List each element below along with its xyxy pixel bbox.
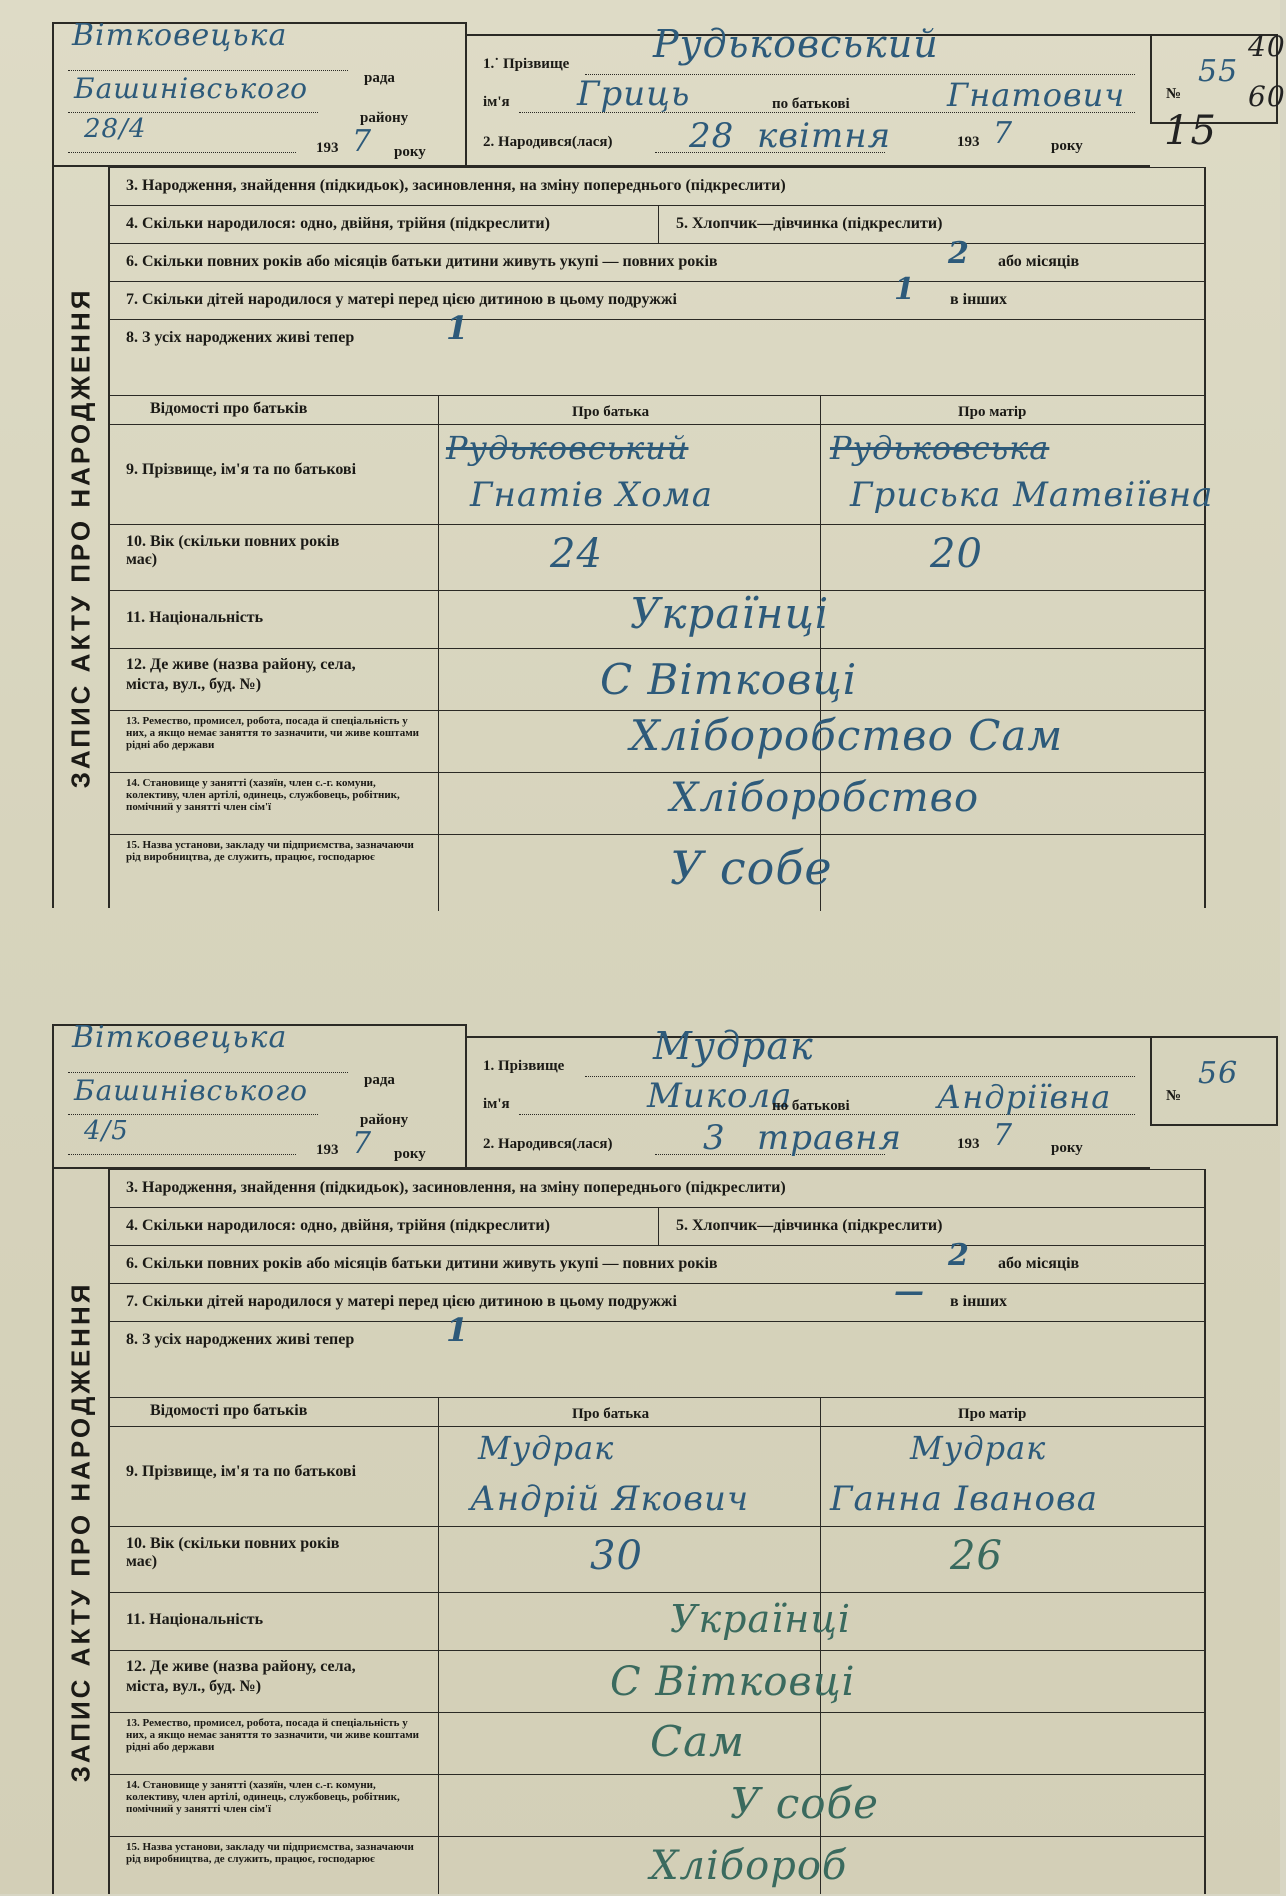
hw-father-age: 30 bbox=[590, 1533, 643, 1579]
q13-label: 13. Ремество, промисел, робота, посада й спеціальність у них, а якщо немає заняття то зазначити, чи живе коштами рідні або держави bbox=[126, 1717, 420, 1753]
hw-margin-note: 40 bbox=[1248, 30, 1286, 63]
label-rada: рада bbox=[364, 70, 395, 86]
birth-record-1 bbox=[40, 8, 1286, 908]
hw-residence: С Вітковці bbox=[610, 1659, 856, 1705]
q6-label: 6. Скільки повних років або місяців батьки дитини живуть укупі — повних років bbox=[126, 1255, 718, 1272]
hw-nationality: Українці bbox=[670, 1597, 851, 1641]
label-born: 2. Народився(лася) bbox=[483, 134, 613, 150]
q7-label: 7. Скільки дітей народилося у матері перед цією дитиною в цьому подружжі bbox=[126, 291, 677, 308]
th-mother: Про матір bbox=[958, 404, 1027, 420]
hw-mother-surname: Рудьковська bbox=[830, 429, 1050, 467]
hw-mother-age: 26 bbox=[950, 1533, 1003, 1579]
row-q4-q5 bbox=[110, 1207, 1204, 1245]
hw-record-number: 56 bbox=[1198, 1056, 1239, 1091]
hw-father-surname: Мудрак bbox=[478, 1429, 615, 1467]
row-q3 bbox=[110, 1169, 1204, 1207]
label-year-prefix: 193 bbox=[957, 1136, 980, 1152]
hw-birth-year-digit: 7 bbox=[993, 116, 1014, 151]
header-number-box bbox=[1150, 1036, 1278, 1126]
hw-council: Вітковецька bbox=[72, 18, 288, 53]
row-q6 bbox=[110, 1238, 1204, 1283]
hw-district: Башинівського bbox=[74, 1074, 309, 1107]
header-name-box bbox=[467, 1024, 1150, 1169]
hw-mother-name: Ганна Іванова bbox=[830, 1479, 1099, 1519]
row-q13 bbox=[110, 710, 1204, 773]
q13-label: 13. Ремество, промисел, робота, посада й спеціальність у них, а якщо немає заняття то зазначити, чи живе коштами рідні або держави bbox=[126, 715, 420, 751]
dotline bbox=[68, 1114, 318, 1115]
row-q10 bbox=[110, 524, 1204, 591]
th-father: Про батька bbox=[572, 1406, 650, 1422]
th-mother: Про матір bbox=[958, 1406, 1027, 1422]
th-father: Про батька bbox=[572, 404, 650, 420]
label-surname: 1. Прізвище bbox=[483, 1058, 565, 1074]
hw-year-digit: 7 bbox=[352, 1126, 373, 1161]
label-year-prefix: 193 bbox=[316, 140, 339, 156]
hw-surname: Рудьковський bbox=[653, 22, 939, 66]
row-q8 bbox=[110, 1311, 1204, 1359]
hw-status: У собе bbox=[670, 841, 833, 895]
hw-record-number: 55 bbox=[1198, 54, 1239, 89]
q12-label: 12. Де живе (назва району, села, міста, вул., буд. №) bbox=[126, 656, 356, 693]
q12-label: 12. Де живе (назва району, села, міста, вул., буд. №) bbox=[126, 1658, 356, 1695]
dotline bbox=[68, 1154, 296, 1155]
hw-occupation: Сам bbox=[650, 1717, 745, 1766]
hw-father-age: 24 bbox=[550, 531, 603, 577]
hw-alive-now: 1 bbox=[446, 1311, 470, 1349]
hw-father-surname: Рудьковський bbox=[446, 429, 689, 467]
label-name: ім'я bbox=[483, 94, 510, 110]
q9-label: 9. Прізвище, ім'я та по батькові bbox=[126, 461, 357, 478]
hw-margin-note: 15 bbox=[1164, 108, 1217, 154]
dotline bbox=[68, 112, 318, 113]
q8-label: 8. З усіх народжених живі тепер bbox=[126, 329, 355, 346]
label-raionu: району bbox=[360, 110, 409, 126]
q14-label: 14. Становище у занятті (хазяїн, член с.-г. комуни, колективу, член артілі, одинець, службовець, робітник, помічний у занятті член сім'ї bbox=[126, 777, 400, 813]
q9-label: 9. Прізвище, ім'я та по батькові bbox=[126, 1463, 357, 1480]
row-q3 bbox=[110, 167, 1204, 205]
hw-nationality: Українці bbox=[630, 589, 830, 638]
hw-district: Башинівського bbox=[74, 72, 309, 105]
q15-label: 15. Назва установи, закладу чи підприємства, зазначаючи рід виробництва, де служить, працює, господарює bbox=[126, 839, 414, 863]
q11-label: 11. Національність bbox=[126, 1611, 264, 1628]
hw-mother-name: Гриська Матвіївна bbox=[850, 475, 1214, 515]
label-roku: року bbox=[1051, 138, 1083, 154]
hw-father-name: Гнатів Хома bbox=[470, 475, 714, 515]
record-body bbox=[110, 167, 1214, 908]
row-q11 bbox=[110, 590, 1204, 649]
q5-label: 5. Хлопчик—дівчинка (підкреслити) bbox=[676, 1217, 943, 1234]
header-council-box bbox=[52, 1020, 467, 1169]
label-name: ім'я bbox=[483, 1096, 510, 1112]
side-title: ЗАПИС АКТУ ПРО НАРОДЖЕННЯ bbox=[65, 1281, 96, 1782]
label-raionu: району bbox=[360, 1112, 409, 1128]
label-rada: рада bbox=[364, 1072, 395, 1088]
row-q13 bbox=[110, 1712, 1204, 1775]
dotline bbox=[68, 1072, 348, 1073]
q10-label: 10. Вік (скільки повних років має) bbox=[126, 1535, 340, 1570]
hw-years-together: 2 bbox=[948, 1238, 970, 1273]
row-q12 bbox=[110, 648, 1204, 711]
hw-alive-now: 1 bbox=[446, 309, 470, 347]
sidebar bbox=[52, 167, 110, 908]
header-council-box bbox=[52, 18, 467, 167]
row-q7 bbox=[110, 1274, 1204, 1321]
q15-label: 15. Назва установи, закладу чи підприємства, зазначаючи рід виробництва, де служить, працює, господарює bbox=[126, 1841, 414, 1865]
birth-record-2 bbox=[40, 1010, 1280, 1894]
hw-occupation2: Хлібороб bbox=[650, 1843, 848, 1889]
q10-label: 10. Вік (скільки повних років має) bbox=[126, 533, 340, 568]
row-q14 bbox=[110, 1774, 1204, 1837]
parents-table bbox=[110, 1397, 1204, 1894]
hw-first-name: Гриць bbox=[577, 74, 691, 114]
hw-patronymic: Андріївна bbox=[937, 1078, 1112, 1116]
q7-label: 7. Скільки дітей народилося у матері перед цією дитиною в цьому подружжі bbox=[126, 1293, 677, 1310]
label-number: № bbox=[1166, 1088, 1182, 1104]
q5-label: 5. Хлопчик—дівчинка (підкреслити) bbox=[676, 215, 943, 232]
hw-father-name: Андрій Якович bbox=[470, 1479, 750, 1519]
hw-patronymic: Гнатович bbox=[947, 76, 1126, 114]
row-q9 bbox=[110, 1426, 1204, 1527]
q3-label: 3. Народження, знайдення (підкидьок), засиновлення, на зміну попереднього (підкреслити) bbox=[126, 177, 786, 194]
hw-birth-day: 28 bbox=[689, 116, 735, 156]
hw-margin-note: 60 bbox=[1248, 80, 1286, 113]
divider bbox=[658, 1208, 659, 1245]
row-q12 bbox=[110, 1650, 1204, 1713]
hw-occupation2: Хліборобство bbox=[670, 775, 980, 821]
header-name-box bbox=[467, 22, 1150, 167]
label-surname: 1.˙ Прізвище bbox=[483, 56, 570, 72]
hw-status: У собе bbox=[730, 1779, 880, 1828]
row-q15 bbox=[110, 1836, 1204, 1896]
hw-birth-day: 3 bbox=[703, 1118, 726, 1158]
label-roku: року bbox=[394, 144, 426, 160]
q6-label: 6. Скільки повних років або місяців батьки дитини живуть укупі — повних років bbox=[126, 253, 718, 270]
hw-mother-surname: Мудрак bbox=[910, 1429, 1047, 1467]
q8-label: 8. З усіх народжених живі тепер bbox=[126, 1331, 355, 1348]
q7-other-label: в інших bbox=[950, 291, 1008, 308]
row-q10 bbox=[110, 1526, 1204, 1593]
row-q4-q5 bbox=[110, 205, 1204, 243]
th-parents: Відомості про батьків bbox=[150, 1402, 308, 1419]
q4-label: 4. Скільки народилося: одно, двійня, трійня (підкреслити) bbox=[126, 1217, 550, 1234]
hw-years-together: 2 bbox=[948, 236, 970, 271]
sidebar bbox=[52, 1169, 110, 1894]
label-number: № bbox=[1166, 86, 1182, 102]
row-q8 bbox=[110, 309, 1204, 357]
q3-label: 3. Народження, знайдення (підкидьок), засиновлення, на зміну попереднього (підкреслити) bbox=[126, 1179, 786, 1196]
row-q15 bbox=[110, 834, 1204, 913]
q14-label: 14. Становище у занятті (хазяїн, член с.-г. комуни, колективу, член артілі, одинець, службовець, робітник, помічний у занятті член сім'ї bbox=[126, 1779, 400, 1815]
hw-children-marriage: — bbox=[894, 1274, 925, 1309]
q6-months-label: або місяців bbox=[998, 253, 1080, 270]
hw-surname: Мудрак bbox=[653, 1024, 814, 1068]
q11-label: 11. Національність bbox=[126, 609, 264, 626]
hw-first-name: Микола bbox=[647, 1076, 793, 1116]
hw-occupation: Хліборобство Сам bbox=[630, 711, 1064, 760]
row-q11 bbox=[110, 1592, 1204, 1651]
parents-table bbox=[110, 395, 1214, 911]
label-born: 2. Народився(лася) bbox=[483, 1136, 613, 1152]
row-q14 bbox=[110, 772, 1204, 835]
q7-other-label: в інших bbox=[950, 1293, 1008, 1310]
divider bbox=[658, 206, 659, 243]
record-body bbox=[110, 1169, 1206, 1894]
hw-council: Вітковецька bbox=[72, 1020, 288, 1055]
label-roku: року bbox=[394, 1146, 426, 1162]
hw-residence: С Вітковці bbox=[600, 655, 858, 704]
label-patronymic: по батькові bbox=[772, 96, 850, 112]
hw-record-date: 28/4 bbox=[84, 114, 147, 144]
row-q9 bbox=[110, 424, 1214, 525]
dotline bbox=[68, 152, 296, 153]
label-roku: року bbox=[1051, 1140, 1083, 1156]
label-year-prefix: 193 bbox=[316, 1142, 339, 1158]
q6-months-label: або місяців bbox=[998, 1255, 1080, 1272]
hw-children-marriage: 1 bbox=[894, 272, 916, 307]
label-patronymic: по батькові bbox=[772, 1098, 850, 1114]
hw-birth-month: квітня bbox=[757, 116, 892, 156]
hw-year-digit: 7 bbox=[352, 124, 373, 159]
side-title: ЗАПИС АКТУ ПРО НАРОДЖЕННЯ bbox=[65, 287, 96, 788]
hw-record-date: 4/5 bbox=[84, 1116, 129, 1146]
hw-birth-month: травня bbox=[757, 1118, 902, 1158]
row-q7 bbox=[110, 272, 1204, 319]
row-q6 bbox=[110, 236, 1204, 281]
hw-birth-year-digit: 7 bbox=[993, 1118, 1014, 1153]
q4-label: 4. Скільки народилося: одно, двійня, трійня (підкреслити) bbox=[126, 215, 550, 232]
th-parents: Відомості про батьків bbox=[150, 400, 308, 417]
hw-mother-age: 20 bbox=[930, 531, 983, 577]
label-year-prefix: 193 bbox=[957, 134, 980, 150]
dotline bbox=[68, 70, 348, 71]
